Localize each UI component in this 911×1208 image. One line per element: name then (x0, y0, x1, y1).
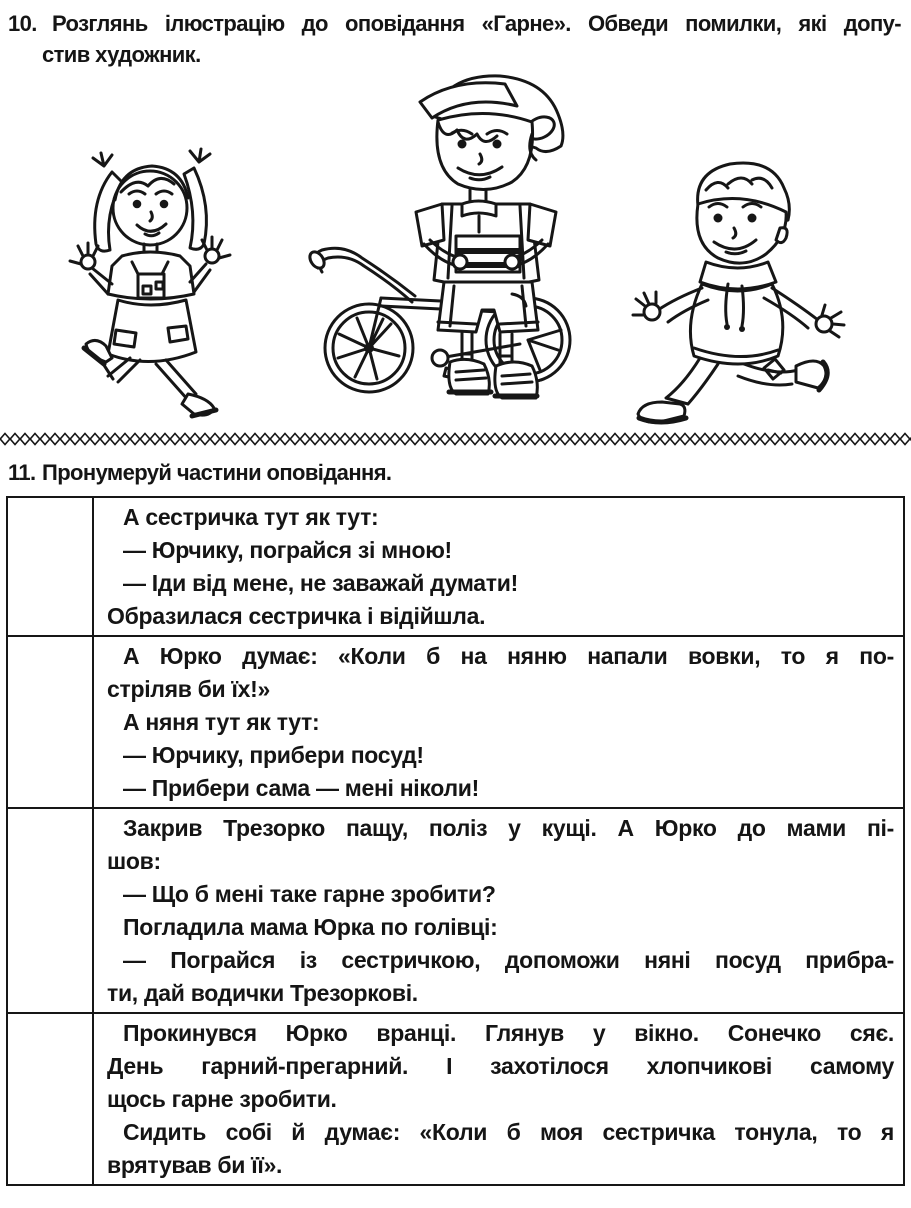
text-line: — Прибери сама — мені ніколи! (123, 775, 479, 801)
task-11-number: 11. (8, 460, 36, 485)
running-boy-figure[interactable] (633, 163, 844, 422)
diamond-divider (0, 432, 911, 446)
text-line: Прокинувся Юрко вранці. Глянув у вікно. Сонечко сяє. (123, 1020, 894, 1046)
text-line: — Пограйся із сестричкою, допоможи няні посуд прибра- (123, 947, 894, 973)
girl-running-figure[interactable] (70, 149, 230, 416)
text-line: А сестричка тут як тут: (123, 504, 379, 530)
story-table (6, 496, 905, 1186)
text-line: стріляв би їх!» (107, 676, 271, 702)
task-10 (8, 8, 903, 70)
table-row (8, 635, 903, 807)
text-line: День гарний-прегарний. І захотілося хлопчикові самому (107, 1053, 894, 1079)
text-line: — Юрчику, прибери посуд! (123, 742, 424, 768)
task-10-text (8, 8, 903, 70)
task-10-line-1: Розглянь ілюстрацію до оповідання «Гарне». Обведи помилки, які допу- (52, 11, 901, 36)
text-line: шов: (107, 848, 161, 874)
story-part-text (94, 637, 903, 807)
text-line: — Юрчику, пограйся зі мною! (123, 537, 452, 563)
table-row (8, 1012, 903, 1184)
story-part-text (94, 809, 903, 1012)
text-line: А Юрко думає: «Коли б на няню напали вовки, то я по- (123, 643, 894, 669)
task-11 (8, 457, 903, 488)
answer-number-cell[interactable] (8, 809, 94, 1012)
story-part-text (94, 498, 903, 635)
table-row (8, 498, 903, 635)
text-line: ти, дай водички Трезоркові. (107, 980, 418, 1006)
story-illustration[interactable] (0, 72, 911, 428)
answer-number-cell[interactable] (8, 637, 94, 807)
text-line: Образилася сестричка і відійшла. (107, 603, 486, 629)
text-line: врятував би її». (107, 1152, 283, 1178)
story-part-text (94, 1014, 903, 1184)
table-row (8, 807, 903, 1012)
task-10-number: 10. (8, 11, 37, 36)
answer-number-cell[interactable] (8, 1014, 94, 1184)
text-line: — Що б мені таке гарне зробити? (123, 881, 496, 907)
task-11-text: Пронумеруй частини оповідання. (42, 460, 392, 485)
text-line: Погладила мама Юрка по голівці: (123, 914, 498, 940)
text-line: Закрив Трезорко пащу, поліз у кущі. А Юрко до мами пі- (123, 815, 894, 841)
task-10-line-2: стив художник. (42, 42, 201, 67)
text-line: щось гарне зробити. (107, 1086, 337, 1112)
text-line: — Іди від мене, не заважай думати! (123, 570, 518, 596)
text-line: Сидить собі й думає: «Коли б моя сестричка тонула, то я (123, 1119, 894, 1145)
answer-number-cell[interactable] (8, 498, 94, 635)
text-line: А няня тут як тут: (123, 709, 320, 735)
